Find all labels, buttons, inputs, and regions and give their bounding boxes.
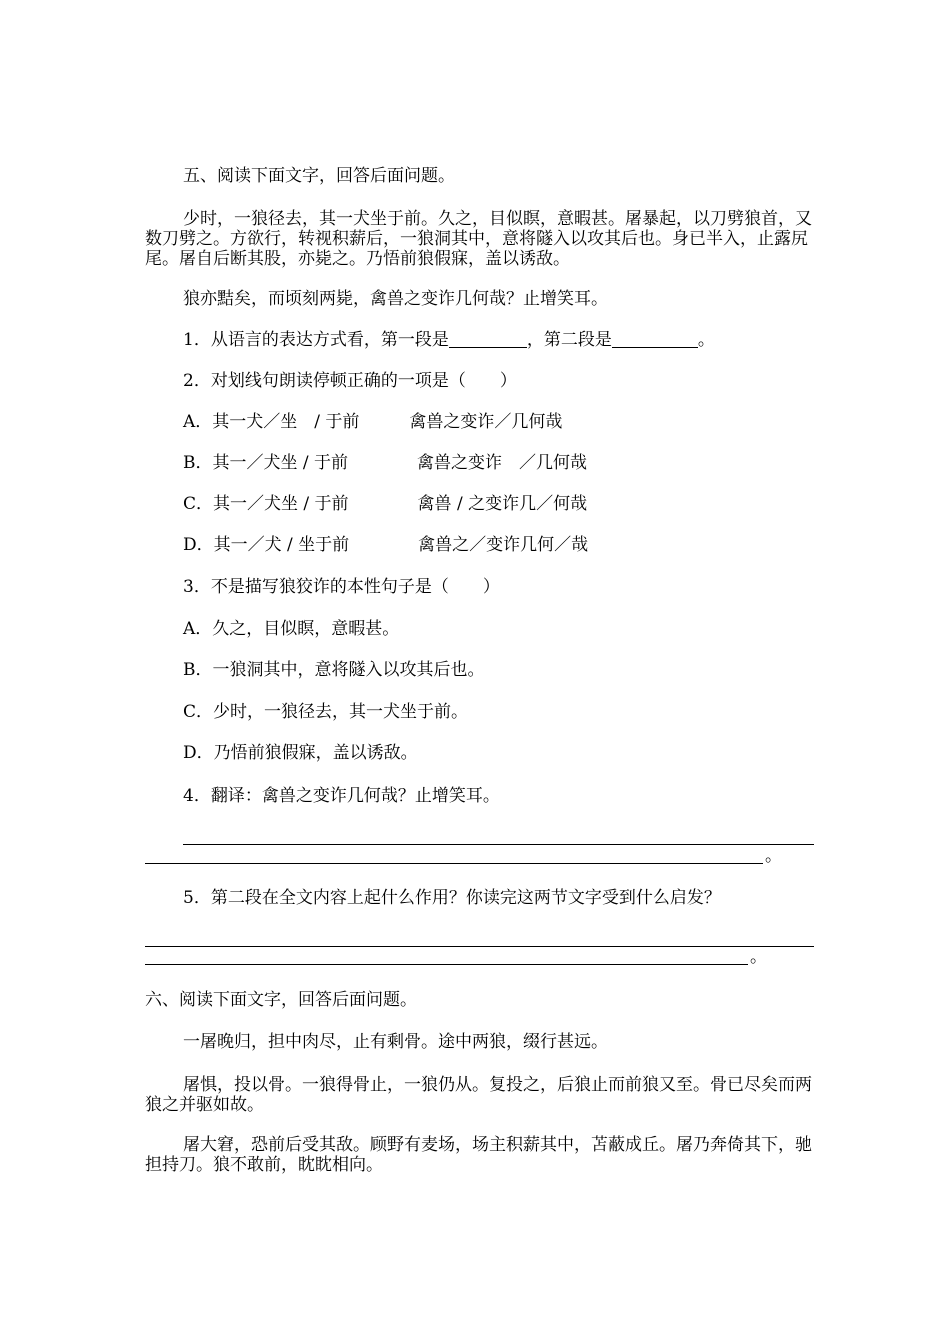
section5-heading: 五、阅读下面文字，回答后面问题。 (183, 166, 455, 186)
q3-option-d: D．乃悟前狼假寐，盖以诱敌。 (183, 743, 418, 763)
q2-option-c-left: C．其一／犬坐 / 于前 (183, 494, 349, 514)
q2-option-b-left: B．其一／犬坐 / 于前 (183, 453, 349, 473)
section6-heading: 六、阅读下面文字，回答后面问题。 (145, 990, 417, 1010)
q2-option-c (183, 494, 587, 514)
q2-option-a-right: 禽兽之变诈／几何哉 (409, 412, 563, 432)
question-2-stem: 2．对划线句朗读停顿正确的一项是（ ） (183, 371, 517, 391)
answer-blank-2[interactable] (612, 331, 698, 348)
q2-option-b-right: 禽兽之变诈 ／几何哉 (417, 453, 588, 473)
section6-para3: 屠大窘，恐前后受其敌。顾野有麦场，场主积薪其中，苫蔽成丘。屠乃奔倚其下，驰担持刀。狼不敢前，眈眈相向。 (145, 1135, 812, 1175)
q5-answer-line-2[interactable] (145, 964, 748, 965)
q3-option-a: A．久之，目似瞑，意暇甚。 (183, 619, 400, 639)
q2-option-a-left: A．其一犬／坐 / 于前 (183, 412, 360, 432)
question-1-middle: ，第二段是 (526, 330, 612, 350)
question-1-prefix: 1．从语言的表达方式看，第一段是 (183, 330, 449, 350)
question-1-suffix: 。 (697, 330, 715, 350)
section5-passage-para2: 狼亦黠矣，而顷刻两毙，禽兽之变诈几何哉？止增笑耳。 (183, 289, 608, 309)
section6-para2: 屠惧，投以骨。一狼得骨止，一狼仍从。复投之，后狼止而前狼又至。骨已尽矣而两狼之并驱如故。 (145, 1075, 812, 1115)
section6-para1: 一屠晚归，担中肉尽，止有剩骨。途中两狼，缀行甚远。 (183, 1032, 608, 1052)
q5-answer-line-1[interactable] (145, 946, 814, 947)
question-4-stem: 4．翻译：禽兽之变诈几何哉？止增笑耳。 (183, 786, 500, 806)
q5-line-end: 。 (750, 947, 767, 967)
q3-option-b: B．一狼洞其中，意将隧入以攻其后也。 (183, 660, 485, 680)
q4-answer-line-1[interactable] (183, 844, 814, 845)
q4-answer-line-2[interactable] (145, 863, 763, 864)
question-3-stem: 3．不是描写狼狡诈的本性句子是（ ） (183, 577, 500, 597)
question-1 (183, 330, 715, 350)
section5-passage-para1: 少时，一狼径去，其一犬坐于前。久之，目似瞑，意暇甚。屠暴起，以刀劈狼首，又数刀劈之。方欲行，转视积薪后，一狼洞其中，意将隧入以攻其后也。身已半入，止露尻尾。屠自后断其股，亦毙之。乃悟前狼假寐，盖以诱敌。 (145, 209, 812, 269)
question-5-stem: 5．第二段在全文内容上起什么作用？你读完这两节文字受到什么启发？ (183, 888, 721, 908)
answer-blank-1[interactable] (449, 331, 527, 348)
q2-option-d-right: 禽兽之／变诈几何／哉 (418, 535, 589, 555)
q2-option-a (183, 412, 562, 432)
q4-line-end: 。 (765, 846, 782, 866)
q3-option-c: C．少时，一狼径去，其一犬坐于前。 (183, 702, 469, 722)
q2-option-b (183, 453, 587, 473)
q2-option-c-right: 禽兽 / 之变诈几／何哉 (417, 494, 588, 514)
q2-option-d-left: D．其一／犬 / 坐于前 (183, 535, 350, 555)
q2-option-d (183, 535, 588, 555)
